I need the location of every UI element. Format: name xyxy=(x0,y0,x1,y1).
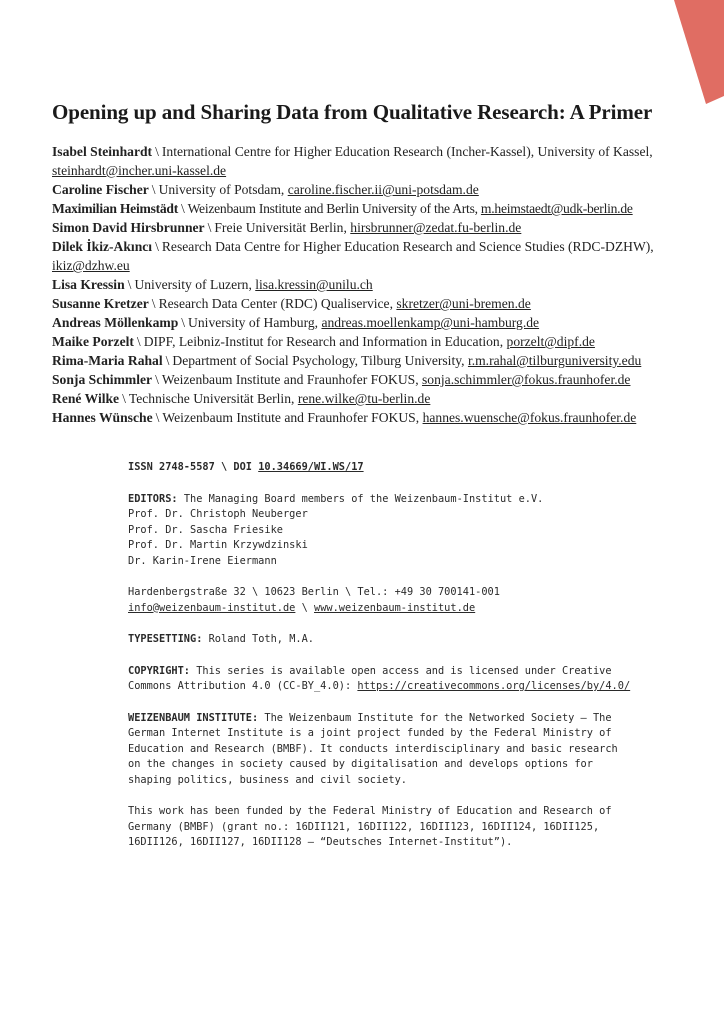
separator: \ xyxy=(136,334,141,349)
author-entry xyxy=(52,275,672,294)
page-title: Opening up and Sharing Data from Qualitative Research: A Primer xyxy=(52,100,653,124)
author-affiliation: University of Luzern, xyxy=(134,277,252,292)
typesetting-label: TYPESETTING: xyxy=(128,633,203,645)
copyright-text: This series is available open access and is licensed under Creative xyxy=(196,664,612,677)
separator: \ xyxy=(181,315,186,330)
typesetting-text: Roland Toth, M.A. xyxy=(208,633,314,645)
funding-block xyxy=(128,804,688,851)
institute-label: WEIZENBAUM INSTITUTE: xyxy=(128,711,259,724)
author-affiliation: International Centre for Higher Education Research (Incher-Kassel), University of Kassel, xyxy=(161,144,653,159)
author-affiliation: Research Data Centre for Higher Education Research and Science Studies (RDC-DZHW), xyxy=(161,239,654,254)
typesetting-block xyxy=(128,632,688,648)
author-entry xyxy=(52,351,672,370)
issn-text: ISSN 2748-5587 \ DOI xyxy=(128,461,252,473)
author-entry xyxy=(52,332,672,351)
separator: \ xyxy=(155,144,159,159)
institute-text: German Internet Institute is a joint project funded by the Federal Ministry of xyxy=(128,727,612,739)
author-email-link[interactable]: sonja.schimmler@fokus.fraunhofer.de xyxy=(422,372,631,387)
author-affiliation: Technische Universität Berlin, xyxy=(128,391,295,406)
author-affiliation: University of Hamburg, xyxy=(188,315,319,330)
separator: \ xyxy=(207,220,212,235)
editors-block xyxy=(128,492,688,570)
author-name: Simon David Hirsbrunner xyxy=(52,220,205,235)
editor-name: Prof. Dr. Sascha Friesike xyxy=(128,523,283,536)
separator: \ xyxy=(301,601,308,614)
author-name: Lisa Kressin xyxy=(52,277,125,292)
funding-text: 16DII126, 16DII127, 16DII128 – “Deutsches Internet-Institut”). xyxy=(128,836,513,848)
colophon xyxy=(128,460,688,867)
license-link[interactable]: https://creativecommons.org/licenses/by/4.0/ xyxy=(357,680,631,692)
doi-link[interactable]: 10.34669/WI.WS/17 xyxy=(258,461,364,473)
author-affiliation: Weizenbaum Institute and Fraunhofer FOKUS, xyxy=(161,372,419,387)
author-name: Susanne Kretzer xyxy=(52,296,149,311)
author-list xyxy=(52,142,672,427)
separator: \ xyxy=(151,182,156,197)
author-email-link[interactable]: hannes.wuensche@fokus.fraunhofer.de xyxy=(422,410,637,425)
author-email-link[interactable]: m.heimstaedt@udk-berlin.de xyxy=(480,201,633,216)
author-name: Isabel Steinhardt xyxy=(52,144,153,159)
editor-name: Dr. Karin-Irene Eiermann xyxy=(128,554,277,567)
author-name: Rima-Maria Rahal xyxy=(52,353,163,368)
copyright-label: COPYRIGHT: xyxy=(128,664,190,677)
editor-name: Prof. Dr. Christoph Neuberger xyxy=(128,508,308,520)
author-email-link[interactable]: rene.wilke@tu-berlin.de xyxy=(297,391,431,406)
separator: \ xyxy=(127,277,132,292)
author-affiliation: University of Potsdam, xyxy=(158,182,285,197)
separator: \ xyxy=(151,296,156,311)
separator: \ xyxy=(155,410,160,425)
author-entry xyxy=(52,370,672,389)
editors-label: EDITORS: xyxy=(128,492,178,505)
funding-text: Germany (BMBF) (grant no.: 16DII121, 16DII122, 16DII123, 16DII124, 16DII125, xyxy=(128,820,600,833)
address-line: Hardenbergstraße 32 \ 10623 Berlin \ Tel.: +49 30 700141-001 xyxy=(128,586,500,598)
separator: \ xyxy=(165,353,170,368)
institute-text: shaping politics, business and civil society. xyxy=(128,773,407,786)
issn-doi-line xyxy=(128,460,688,476)
author-affiliation: Weizenbaum Institute and Fraunhofer FOKUS, xyxy=(162,410,420,425)
separator: \ xyxy=(155,372,159,387)
author-email-link[interactable]: andreas.moellenkamp@uni-hamburg.de xyxy=(321,315,540,330)
website-link[interactable]: www.weizenbaum-institut.de xyxy=(314,601,476,614)
address-block xyxy=(128,585,688,616)
author-email-link[interactable]: steinhardt@incher.uni-kassel.de xyxy=(52,163,227,178)
institute-text: The Weizenbaum Institute for the Networked Society – The xyxy=(264,711,612,724)
author-name: René Wilke xyxy=(52,391,120,406)
author-email-link[interactable]: ikiz@dzhw.eu xyxy=(52,258,130,273)
author-entry xyxy=(52,199,672,218)
author-entry xyxy=(52,237,672,275)
separator: \ xyxy=(181,201,185,216)
author-entry xyxy=(52,142,672,180)
author-name: Sonja Schimmler xyxy=(52,372,153,387)
author-email-link[interactable]: r.m.rahal@tilburguniversity.edu xyxy=(467,353,642,368)
author-name: Hannes Wünsche xyxy=(52,410,153,425)
author-entry xyxy=(52,313,672,332)
corner-accent-shape xyxy=(664,0,724,110)
author-name: Maike Porzelt xyxy=(52,334,134,349)
author-affiliation: DIPF, Leibniz-Institut for Research and Information in Education, xyxy=(143,334,504,349)
copyright-text-cont: Commons Attribution 4.0 (CC-BY_4.0): xyxy=(128,680,352,692)
author-email-link[interactable]: skretzer@uni-bremen.de xyxy=(396,296,531,311)
author-affiliation: Department of Social Psychology, Tilburg University, xyxy=(172,353,465,368)
author-affiliation: Research Data Center (RDC) Qualiservice, xyxy=(158,296,393,311)
contact-email-link[interactable]: info@weizenbaum-institut.de xyxy=(128,601,296,614)
author-name: Caroline Fischer xyxy=(52,182,149,197)
author-entry xyxy=(52,294,672,313)
author-email-link[interactable]: caroline.fischer.ii@uni-potsdam.de xyxy=(287,182,479,197)
author-email-link[interactable]: lisa.kressin@unilu.ch xyxy=(255,277,373,292)
author-entry xyxy=(52,389,672,408)
author-name: Dilek İkiz-Akıncı xyxy=(52,239,153,254)
separator: \ xyxy=(155,239,159,254)
copyright-block xyxy=(128,664,688,695)
institute-text: on the changes in society caused by digitalisation and develops options for xyxy=(128,758,593,770)
author-affiliation: Freie Universität Berlin, xyxy=(214,220,347,235)
editor-name: Prof. Dr. Martin Krzywdzinski xyxy=(128,539,308,551)
author-entry xyxy=(52,180,672,199)
author-email-link[interactable]: porzelt@dipf.de xyxy=(506,334,595,349)
author-entry xyxy=(52,218,672,237)
separator: \ xyxy=(122,391,126,406)
author-affiliation: Weizenbaum Institute and Berlin University of the Arts, xyxy=(187,201,478,216)
author-name: Maximilian Heimstädt xyxy=(52,201,179,216)
editors-text: The Managing Board members of the Weizenbaum-Institut e.V. xyxy=(183,492,544,505)
author-entry xyxy=(52,408,672,427)
institute-block xyxy=(128,711,688,789)
author-email-link[interactable]: hirsbrunner@zedat.fu-berlin.de xyxy=(350,220,522,235)
institute-text: Education and Research (BMBF). It conducts interdisciplinary and basic research xyxy=(128,742,618,755)
funding-text: This work has been funded by the Federal Ministry of Education and Research of xyxy=(128,805,612,817)
author-name: Andreas Möllenkamp xyxy=(52,315,179,330)
